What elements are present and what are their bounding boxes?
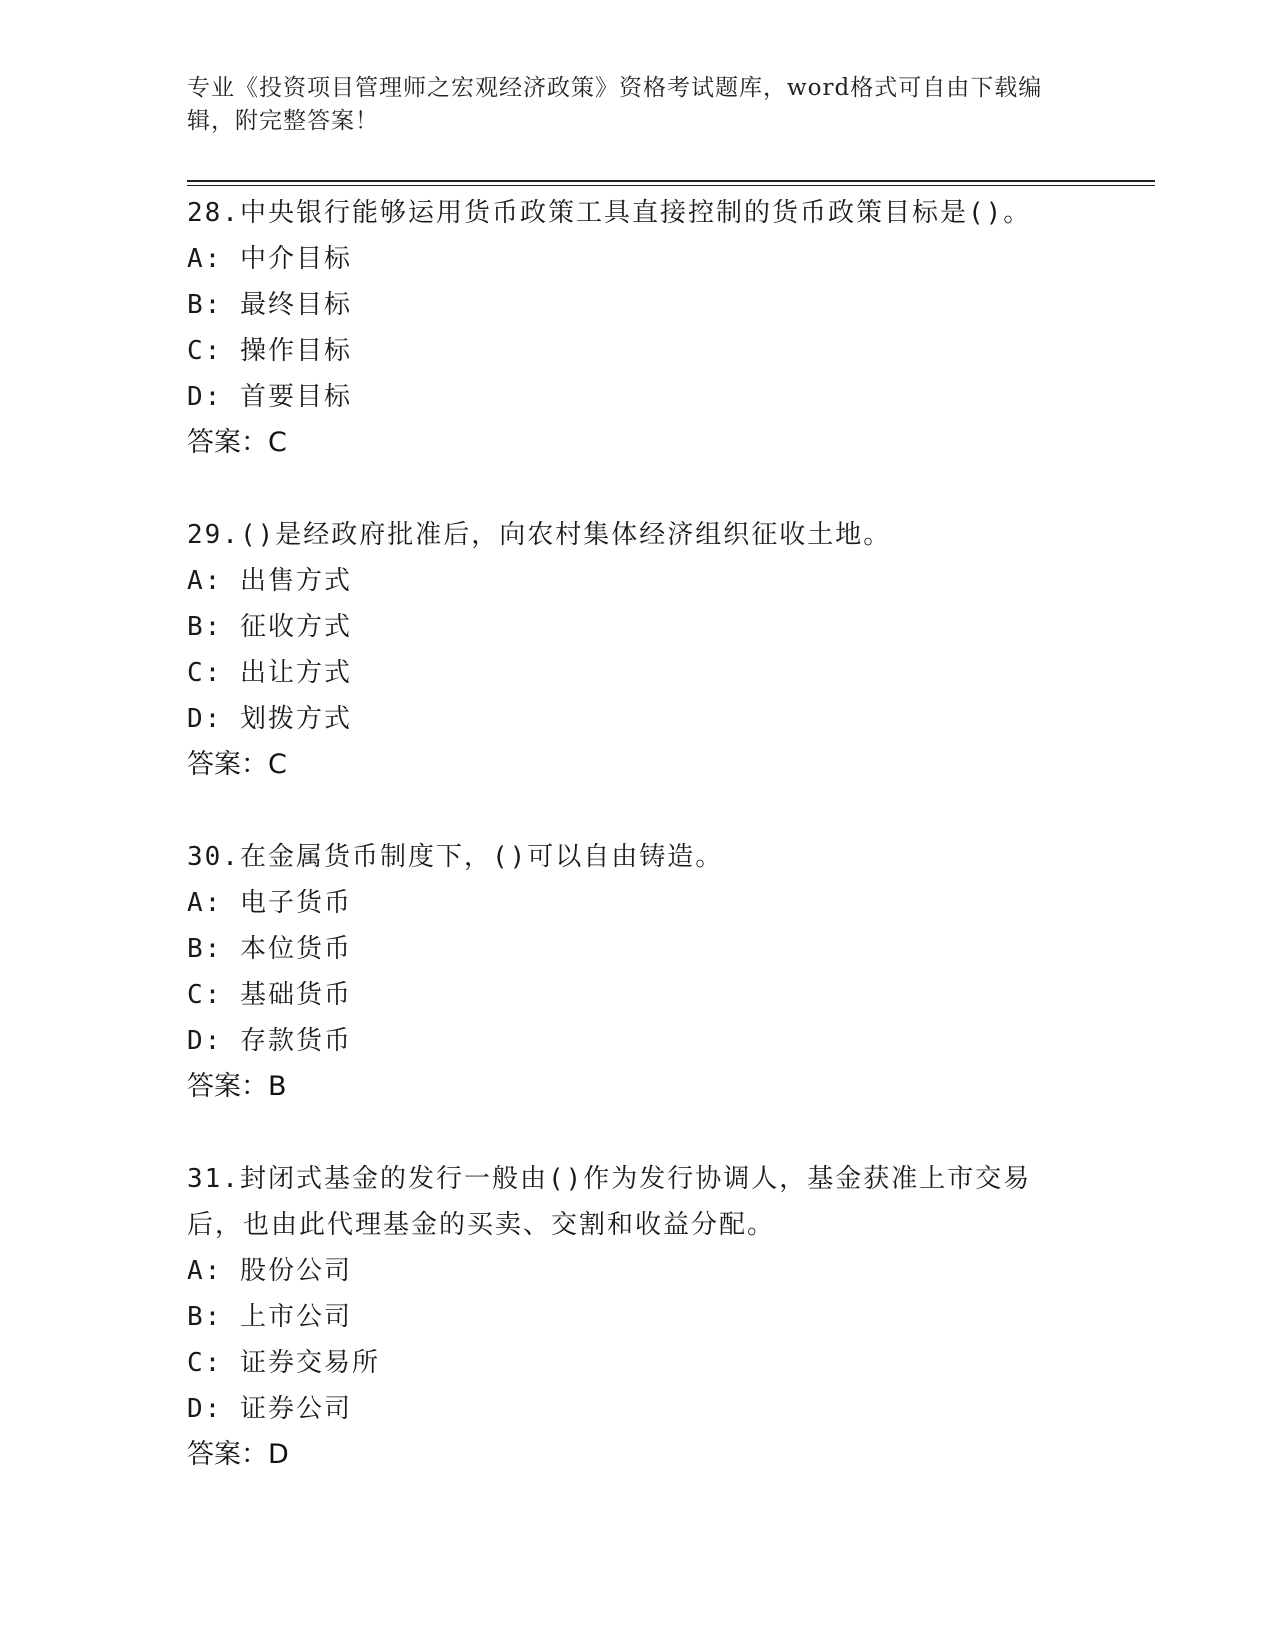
- answer-line: 答案：C: [187, 749, 287, 780]
- option-b: B: 最终目标: [187, 290, 352, 320]
- answer-line: 答案：D: [187, 1439, 289, 1470]
- option-b: B: 本位货币: [187, 934, 352, 964]
- option-c: C: 出让方式: [187, 658, 352, 688]
- question-29: [187, 512, 1147, 788]
- answer-line: 答案：B: [187, 1071, 287, 1102]
- question-text: 29.()是经政府批准后，向农村集体经济组织征收土地。: [187, 520, 892, 550]
- question-text: 30.在金属货币制度下，()可以自由铸造。: [187, 842, 724, 872]
- document-header: 专业《投资项目管理师之宏观经济政策》资格考试题库，word格式可自由下载编辑，附完整答案！: [187, 75, 1043, 134]
- question-text: 31.封闭式基金的发行一般由()作为发行协调人，基金获准上市交易后，也由此代理基金的买卖、交割和收益分配。: [187, 1164, 1032, 1240]
- option-c: C: 证券交易所: [187, 1348, 380, 1378]
- option-b: B: 征收方式: [187, 612, 352, 642]
- question-28: [187, 190, 1147, 466]
- answer-line: 答案：C: [187, 427, 287, 458]
- option-a: A: 出售方式: [187, 566, 352, 596]
- option-b: B: 上市公司: [187, 1302, 352, 1332]
- question-31: [187, 1156, 1147, 1478]
- option-a: A: 中介目标: [187, 244, 352, 274]
- header-rule-thin: [187, 185, 1155, 186]
- option-d: D: 首要目标: [187, 382, 352, 412]
- option-d: D: 证券公司: [187, 1394, 352, 1424]
- question-list: [187, 190, 1147, 1524]
- question-text: 28.中央银行能够运用货币政策工具直接控制的货币政策目标是()。: [187, 198, 1032, 228]
- option-c: C: 基础货币: [187, 980, 352, 1010]
- header-rule-thick: [187, 180, 1155, 182]
- option-c: C: 操作目标: [187, 336, 352, 366]
- question-30: [187, 834, 1147, 1110]
- option-a: A: 股份公司: [187, 1256, 352, 1286]
- option-d: D: 划拨方式: [187, 704, 352, 734]
- option-d: D: 存款货币: [187, 1026, 352, 1056]
- option-a: A: 电子货币: [187, 888, 352, 918]
